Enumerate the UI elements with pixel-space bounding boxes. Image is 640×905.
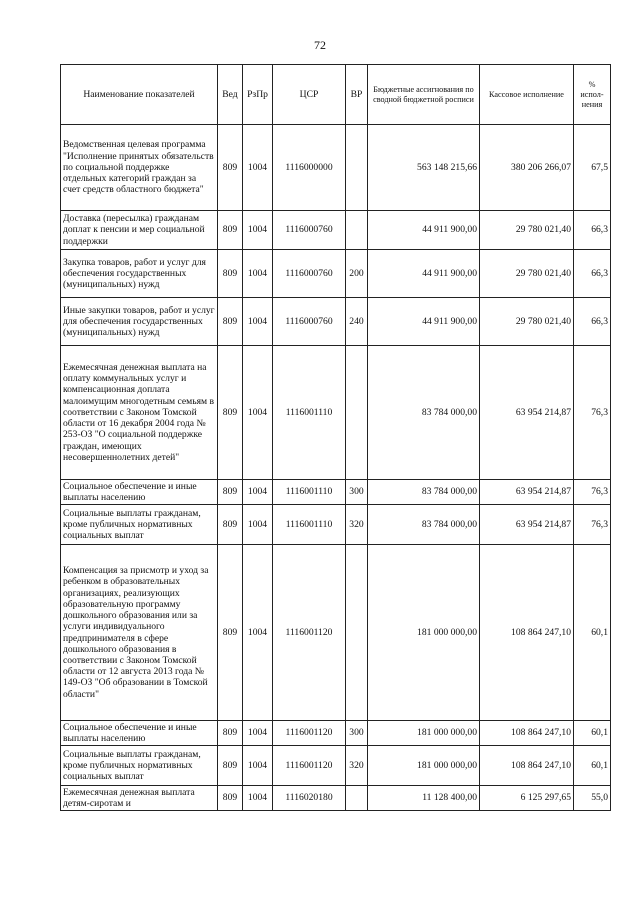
- cell-csr: 1116001120: [273, 721, 346, 746]
- table-row: [61, 545, 611, 721]
- cell-ved: 809: [218, 250, 243, 298]
- cell-vr: 300: [346, 721, 368, 746]
- cell-pct: 66,3: [574, 250, 611, 298]
- cell-cash: 29 780 021,40: [480, 211, 574, 250]
- cell-pct: 60,1: [574, 746, 611, 786]
- cell-csr: 1116020180: [273, 786, 346, 811]
- cell-ved: 809: [218, 786, 243, 811]
- cell-budget: 563 148 215,66: [368, 125, 480, 211]
- cell-pct: 60,1: [574, 545, 611, 721]
- header-pct: % испол-нения: [574, 65, 611, 125]
- header-ved: Вед: [218, 65, 243, 125]
- table-row: [61, 505, 611, 545]
- cell-csr: 1116001110: [273, 346, 346, 480]
- cell-name: Социальное обеспечение и иные выплаты населению: [61, 480, 218, 505]
- table-row: [61, 211, 611, 250]
- cell-ved: 809: [218, 746, 243, 786]
- cell-vr: [346, 786, 368, 811]
- table-row: [61, 786, 611, 811]
- cell-pct: 66,3: [574, 211, 611, 250]
- cell-pct: 76,3: [574, 480, 611, 505]
- page-number: 72: [314, 38, 326, 52]
- cell-name: Ведомственная целевая программа "Исполнение принятых обязательств по социальной поддержке отдельных категорий граждан за счет средств областного бюджета": [61, 125, 218, 211]
- budget-execution-table: [60, 64, 611, 811]
- cell-budget: 44 911 900,00: [368, 211, 480, 250]
- cell-rzpr: 1004: [243, 298, 273, 346]
- table-row: [61, 125, 611, 211]
- cell-vr: 240: [346, 298, 368, 346]
- cell-rzpr: 1004: [243, 545, 273, 721]
- cell-vr: 320: [346, 505, 368, 545]
- cell-ved: 809: [218, 545, 243, 721]
- table-row: [61, 721, 611, 746]
- cell-name: Социальное обеспечение и иные выплаты населению: [61, 721, 218, 746]
- cell-ved: 809: [218, 505, 243, 545]
- cell-budget: 181 000 000,00: [368, 545, 480, 721]
- cell-vr: [346, 125, 368, 211]
- cell-budget: 44 911 900,00: [368, 250, 480, 298]
- cell-name: Социальные выплаты гражданам, кроме публичных нормативных социальных выплат: [61, 746, 218, 786]
- cell-ved: 809: [218, 346, 243, 480]
- cell-cash: 6 125 297,65: [480, 786, 574, 811]
- header-rzpr: РзПр: [243, 65, 273, 125]
- cell-rzpr: 1004: [243, 250, 273, 298]
- cell-vr: [346, 346, 368, 480]
- header-vr: ВР: [346, 65, 368, 125]
- cell-cash: 29 780 021,40: [480, 250, 574, 298]
- cell-pct: 67,5: [574, 125, 611, 211]
- cell-cash: 108 864 247,10: [480, 545, 574, 721]
- cell-vr: [346, 545, 368, 721]
- cell-ved: 809: [218, 211, 243, 250]
- table-row: [61, 746, 611, 786]
- cell-csr: 1116001110: [273, 505, 346, 545]
- cell-pct: 76,3: [574, 505, 611, 545]
- cell-rzpr: 1004: [243, 786, 273, 811]
- cell-budget: 44 911 900,00: [368, 298, 480, 346]
- table-header-row: [61, 65, 611, 125]
- cell-name: Ежемесячная денежная выплата на оплату коммунальных услуг и компенсационная доплата малоимущим многодетным семьям в соответствии с Законом Томской области от 16 декабря 2004 года № 253-ОЗ "О социальной поддержке граждан, имеющих несовершеннолетних детей": [61, 346, 218, 480]
- cell-rzpr: 1004: [243, 480, 273, 505]
- cell-name: Компенсация за присмотр и уход за ребенком в образовательных организациях, реализующих образовательную программу дошкольного образования или за услуги индивидуального предпринимателя в сфере дошкольного образования в соответствии с Законом Томской области от 12 августа 2013 года № 149-ОЗ "Об образовании в Томской области": [61, 545, 218, 721]
- cell-ved: 809: [218, 480, 243, 505]
- cell-pct: 76,3: [574, 346, 611, 480]
- cell-name: Доставка (пересылка) гражданам доплат к пенсии и мер социальной поддержки: [61, 211, 218, 250]
- cell-cash: 63 954 214,87: [480, 346, 574, 480]
- cell-pct: 55,0: [574, 786, 611, 811]
- cell-ved: 809: [218, 298, 243, 346]
- cell-name: Иные закупки товаров, работ и услуг для обеспечения государственных (муниципальных) нужд: [61, 298, 218, 346]
- cell-rzpr: 1004: [243, 125, 273, 211]
- cell-ved: 809: [218, 125, 243, 211]
- cell-rzpr: 1004: [243, 346, 273, 480]
- table-row: [61, 346, 611, 480]
- cell-rzpr: 1004: [243, 746, 273, 786]
- cell-budget: 181 000 000,00: [368, 746, 480, 786]
- cell-csr: 1116000760: [273, 250, 346, 298]
- cell-csr: 1116001110: [273, 480, 346, 505]
- header-csr: ЦСР: [273, 65, 346, 125]
- cell-vr: 320: [346, 746, 368, 786]
- header-cash: Кассовое исполнение: [480, 65, 574, 125]
- header-budget: Бюджетные ассигнования по сводной бюджетной росписи: [368, 65, 480, 125]
- cell-cash: 29 780 021,40: [480, 298, 574, 346]
- cell-ved: 809: [218, 721, 243, 746]
- cell-name: Закупка товаров, работ и услуг для обеспечения государственных (муниципальных) нужд: [61, 250, 218, 298]
- cell-cash: 63 954 214,87: [480, 505, 574, 545]
- cell-vr: [346, 211, 368, 250]
- cell-cash: 108 864 247,10: [480, 721, 574, 746]
- table-row: [61, 298, 611, 346]
- cell-name: Ежемесячная денежная выплата детям-сиротам и: [61, 786, 218, 811]
- cell-rzpr: 1004: [243, 505, 273, 545]
- cell-budget: 83 784 000,00: [368, 346, 480, 480]
- cell-cash: 63 954 214,87: [480, 480, 574, 505]
- cell-vr: 300: [346, 480, 368, 505]
- cell-budget: 11 128 400,00: [368, 786, 480, 811]
- cell-pct: 66,3: [574, 298, 611, 346]
- table-row: [61, 480, 611, 505]
- cell-name: Социальные выплаты гражданам, кроме публичных нормативных социальных выплат: [61, 505, 218, 545]
- header-name: Наименование показателей: [61, 65, 218, 125]
- cell-csr: 1116000760: [273, 298, 346, 346]
- table-row: [61, 250, 611, 298]
- cell-csr: 1116000760: [273, 211, 346, 250]
- cell-csr: 1116001120: [273, 545, 346, 721]
- cell-rzpr: 1004: [243, 211, 273, 250]
- cell-budget: 83 784 000,00: [368, 480, 480, 505]
- cell-csr: 1116001120: [273, 746, 346, 786]
- cell-cash: 108 864 247,10: [480, 746, 574, 786]
- cell-pct: 60,1: [574, 721, 611, 746]
- cell-cash: 380 206 266,07: [480, 125, 574, 211]
- cell-csr: 1116000000: [273, 125, 346, 211]
- cell-budget: 181 000 000,00: [368, 721, 480, 746]
- cell-vr: 200: [346, 250, 368, 298]
- cell-rzpr: 1004: [243, 721, 273, 746]
- cell-budget: 83 784 000,00: [368, 505, 480, 545]
